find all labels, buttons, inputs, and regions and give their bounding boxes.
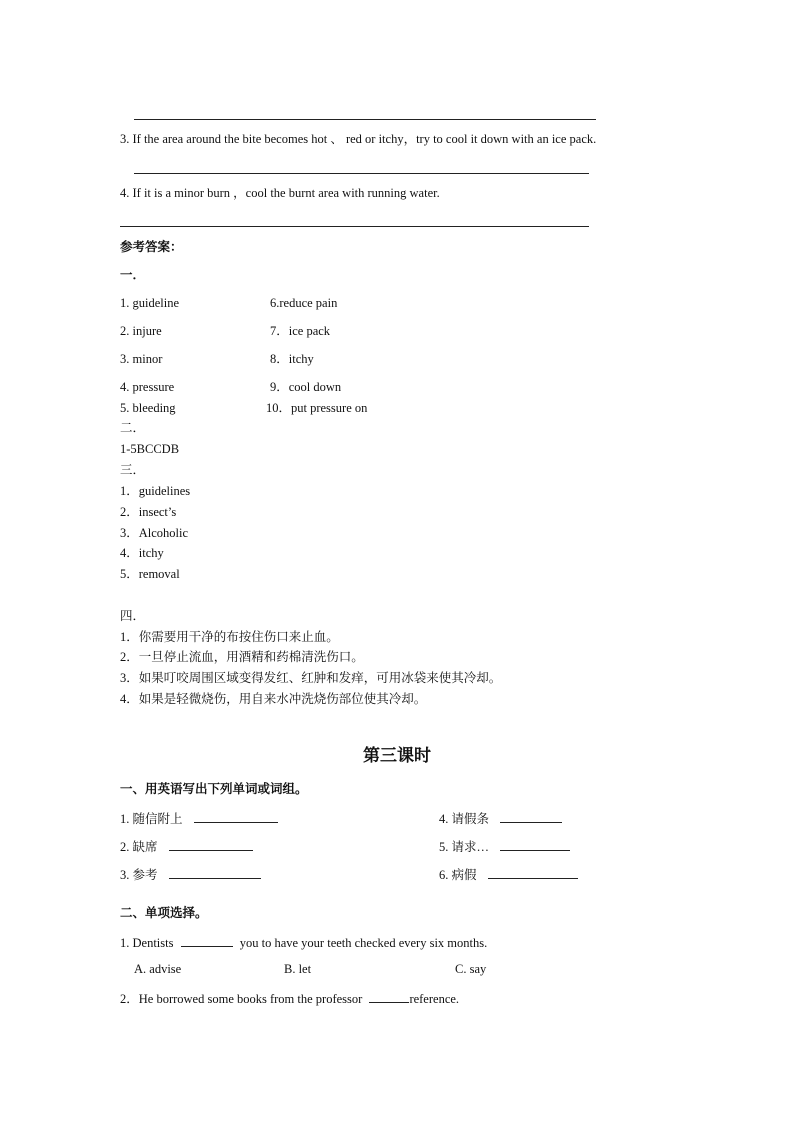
- vocab-answer: 9．cool down: [270, 380, 342, 394]
- vocab-answer: 10．put pressure on: [266, 401, 368, 415]
- vocab-prompt-label: 2. 缺席: [120, 840, 158, 854]
- vocab-prompt: [439, 810, 562, 826]
- fill-answer: 2．insect’s: [120, 505, 177, 519]
- answer-key-heading: 参考答案：: [120, 240, 183, 254]
- vocab-answer: 6.reduce pain: [270, 296, 338, 310]
- vocab-prompt: [120, 810, 278, 826]
- choice-question-1: [120, 934, 487, 950]
- option-a[interactable]: A. advise: [134, 962, 182, 976]
- vocab-prompt: [120, 866, 261, 882]
- fill-answer: 3．Alcoholic: [120, 526, 189, 540]
- fill-answer: 1．guidelines: [120, 484, 191, 498]
- answer-blank[interactable]: [500, 810, 562, 823]
- vocab-answer: 7．ice pack: [270, 324, 331, 338]
- vocab-prompt-label: 5. 请求…: [439, 840, 490, 854]
- part-1-heading: 一、用英语写出下列单词或词组。: [120, 782, 308, 796]
- fill-answer: 4．itchy: [120, 546, 164, 560]
- part-2-heading: 二、单项选择。: [120, 906, 208, 920]
- option-c[interactable]: C. say: [455, 962, 487, 976]
- translation-answer: 3．如果叮咬周围区域变得发红、红肿和发痒，可用冰袋来使其冷却。: [120, 671, 502, 685]
- fill-answer: 5．removal: [120, 567, 180, 581]
- answer-blank[interactable]: [181, 934, 233, 947]
- vocab-answer: 4. pressure: [120, 380, 175, 394]
- section-2-label: 二．: [120, 421, 146, 435]
- vocab-prompt-label: 1. 随信附上: [120, 812, 183, 826]
- vocab-prompt-label: 4. 请假条: [439, 812, 490, 826]
- question-text: 2．He borrowed some books from the professor: [120, 992, 363, 1006]
- vocab-prompt: [439, 866, 578, 882]
- lesson-title: 第三课时: [363, 746, 431, 765]
- vocab-prompt: [120, 838, 253, 854]
- vocab-prompt-label: 3. 参考: [120, 868, 158, 882]
- vocab-answer: 5. bleeding: [120, 401, 176, 415]
- answer-blank[interactable]: [169, 838, 253, 851]
- section-1-label: 一．: [120, 268, 146, 282]
- choice-question-2: [120, 990, 459, 1006]
- translation-answer: 2．一旦停止流血，用酒精和药棉清洗伤口。: [120, 650, 364, 664]
- answer-blank[interactable]: [369, 990, 409, 1003]
- question-text: you to have your teeth checked every six months.: [239, 936, 488, 950]
- vocab-answer: 8．itchy: [270, 352, 314, 366]
- vocab-answer: 3. minor: [120, 352, 163, 366]
- answer-blank[interactable]: [500, 838, 570, 851]
- exercise-sentence-3: 3. If the area around the bite becomes hot 、 red or itchy，try to cool it down with an ice pack.: [120, 132, 597, 146]
- answer-blank[interactable]: [169, 866, 261, 879]
- vocab-answer: 2. injure: [120, 324, 162, 338]
- answer-line-3[interactable]: [134, 173, 589, 174]
- question-text: 1. Dentists: [120, 936, 174, 950]
- translation-answer: 1．你需要用干净的布按住伤口来止血。: [120, 630, 339, 644]
- choice-answers: 1-5BCCDB: [120, 442, 180, 456]
- exercise-sentence-4: 4. If it is a minor burn ，cool the burnt area with running water.: [120, 186, 440, 200]
- answer-line-4[interactable]: [120, 226, 589, 227]
- answer-line-2[interactable]: [134, 119, 596, 120]
- translation-answer: 4．如果是轻微烧伤，用自来水冲洗烧伤部位使其冷却。: [120, 692, 427, 706]
- question-text: reference.: [409, 992, 460, 1006]
- answer-blank[interactable]: [488, 866, 578, 879]
- answer-blank[interactable]: [194, 810, 278, 823]
- section-3-label: 三．: [120, 463, 146, 477]
- vocab-prompt: [439, 838, 570, 854]
- option-b[interactable]: B. let: [284, 962, 312, 976]
- section-4-label: 四．: [120, 609, 146, 623]
- vocab-prompt-label: 6. 病假: [439, 868, 477, 882]
- vocab-answer: 1. guideline: [120, 296, 180, 310]
